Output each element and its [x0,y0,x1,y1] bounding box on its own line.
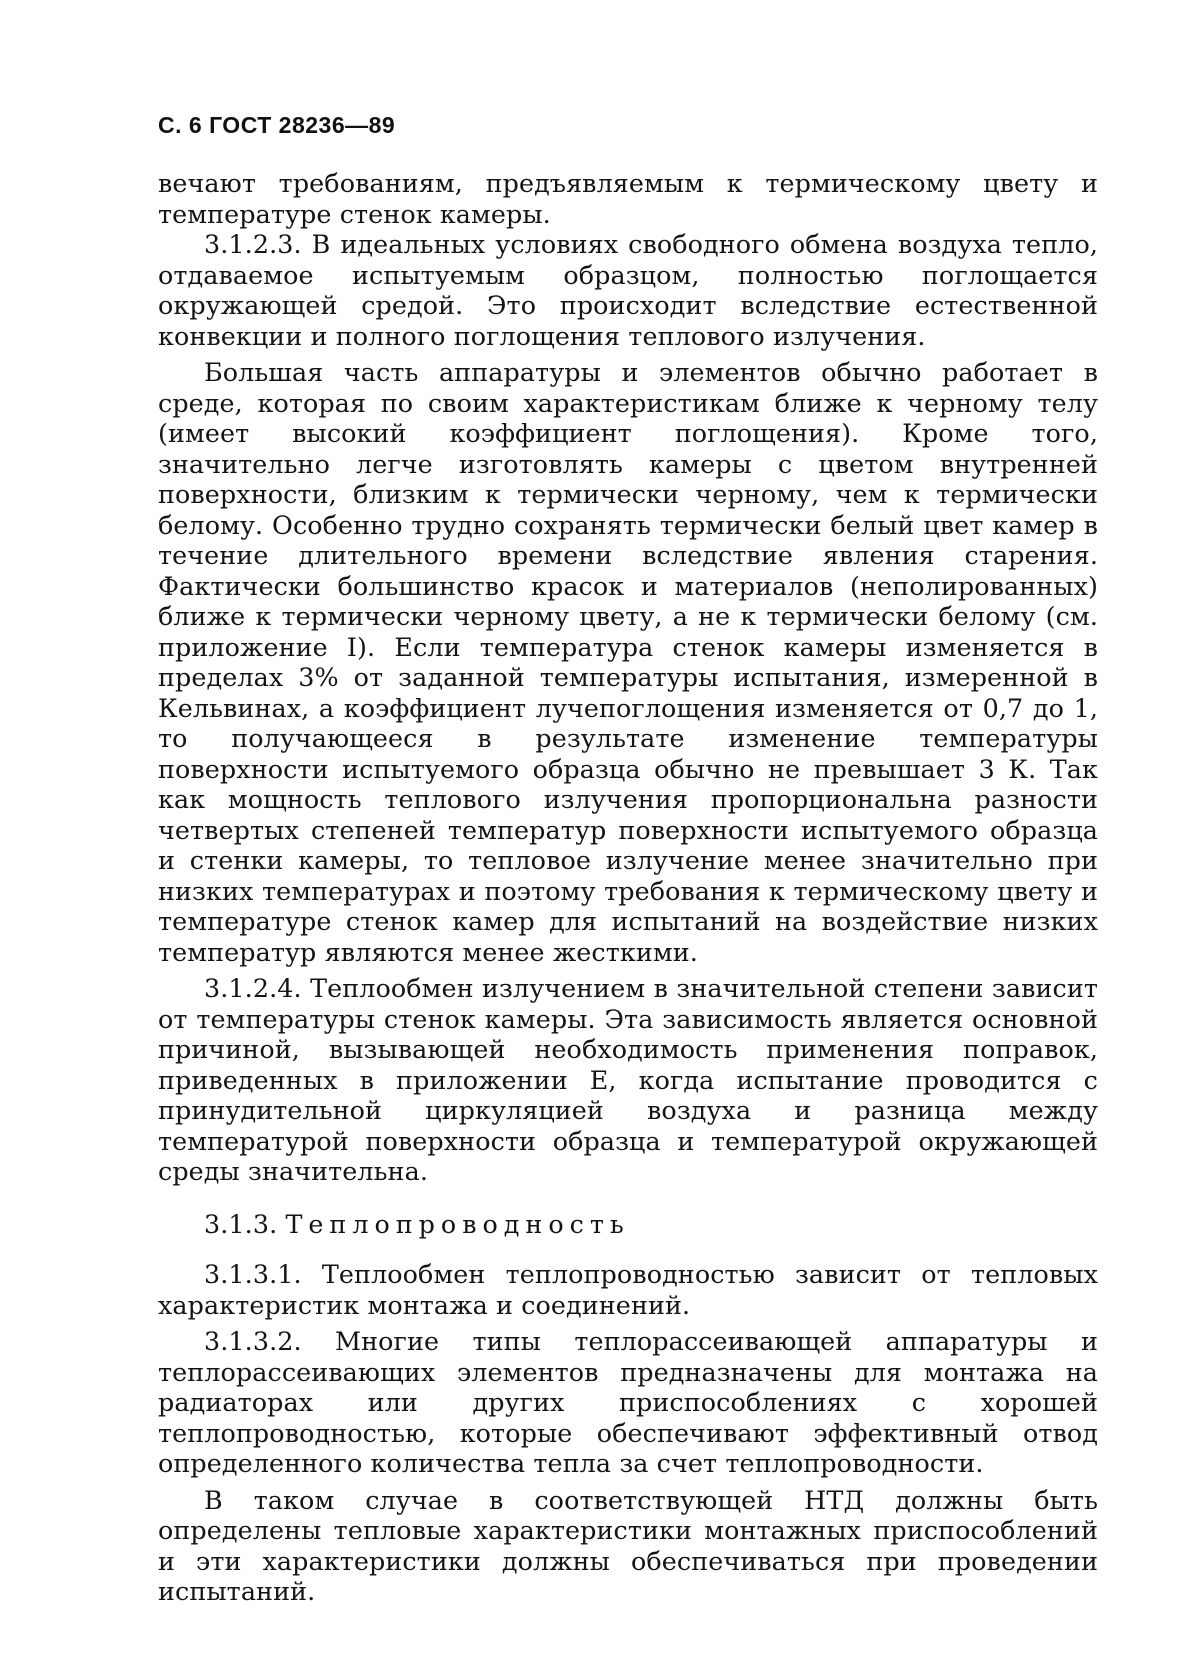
paragraph-3-1-2-3: 3.1.2.3. В идеальных условиях свободного обмена воздуха тепло, отдаваемое испытуемым образцом, полностью поглощается окружающей средой. Это происходит вследствие естественной конвекции и полного поглощения теплового излучения. [158,229,1098,351]
paragraph: В таком случае в соответствующей НТД должны быть определены тепловые характеристики монтажных приспособлений и эти характеристики должны обеспечиваться при проведении испытаний. [158,1484,1098,1606]
paragraph-3-1-3-2: 3.1.3.2. Многие типы теплорассеивающей аппаратуры и теплорассеивающих элементов предназначены для монтажа на радиаторах или других приспособлениях с хорошей теплопроводностью, которые обеспечивают эффективный отвод определенного количества тепла за счет теплопроводности. [158,1326,1098,1478]
paragraph-3-1-3-1: 3.1.3.1. Теплообмен теплопроводностью зависит от тепловых характеристик монтажа и соединений. [158,1259,1098,1320]
running-head: С. 6 ГОСТ 28236—89 [158,112,396,138]
paragraph: Большая часть аппаратуры и элементов обычно работает в среде, которая по своим характеристикам ближе к черному телу (имеет высокий коэффициент поглощения). Кроме того, значительно легче изготовлять камеры с цветом внутренней поверхности, близким к термически черному, чем к термически белому. Особенно трудно сохранять термически белый цвет камер в течение длительного времени вследствие явления старения. Фактически большинство красок и материалов (неполированных) ближе к термически черному цвету, а не к термически белому (см. приложение I). Если температура стенок камеры изменяется в пределах 3% от заданной температуры испытания, измеренной в Кельвинах, а коэффициент лучепоглощения изменяется от 0,7 до 1, то получающееся в результате изменение температуры поверхности испытуемого образца обычно не превышает 3 К. Так как мощность теплового излучения пропорциональна разности четвертых степеней температур поверхности испытуемого образца и стенки камеры, то тепловое излучение менее значительно при низких температурах и поэтому требования к термическому цвету и температуре стенок камер для испытаний на воздействие низких температур являются менее жесткими. [158,357,1098,967]
paragraph: вечают требованиям, предъявляемым к термическому цвету и температуре стенок камеры. [158,168,1098,229]
body-text [158,168,1098,1607]
section-title: Теплопроводность [285,1208,630,1239]
paragraph-3-1-2-4: 3.1.2.4. Теплообмен излучением в значительной степени зависит от температуры стенок камеры. Эта зависимость является основной причиной, вызывающей необходимость применения поправок, приведенных в приложении Е, когда испытание проводится с принудительной циркуляцией воздуха и разница между температурой поверхности образца и температурой окружающей среды значительна. [158,973,1098,1186]
section-number: 3.1.3. [204,1208,278,1239]
section-heading [158,1209,1098,1240]
